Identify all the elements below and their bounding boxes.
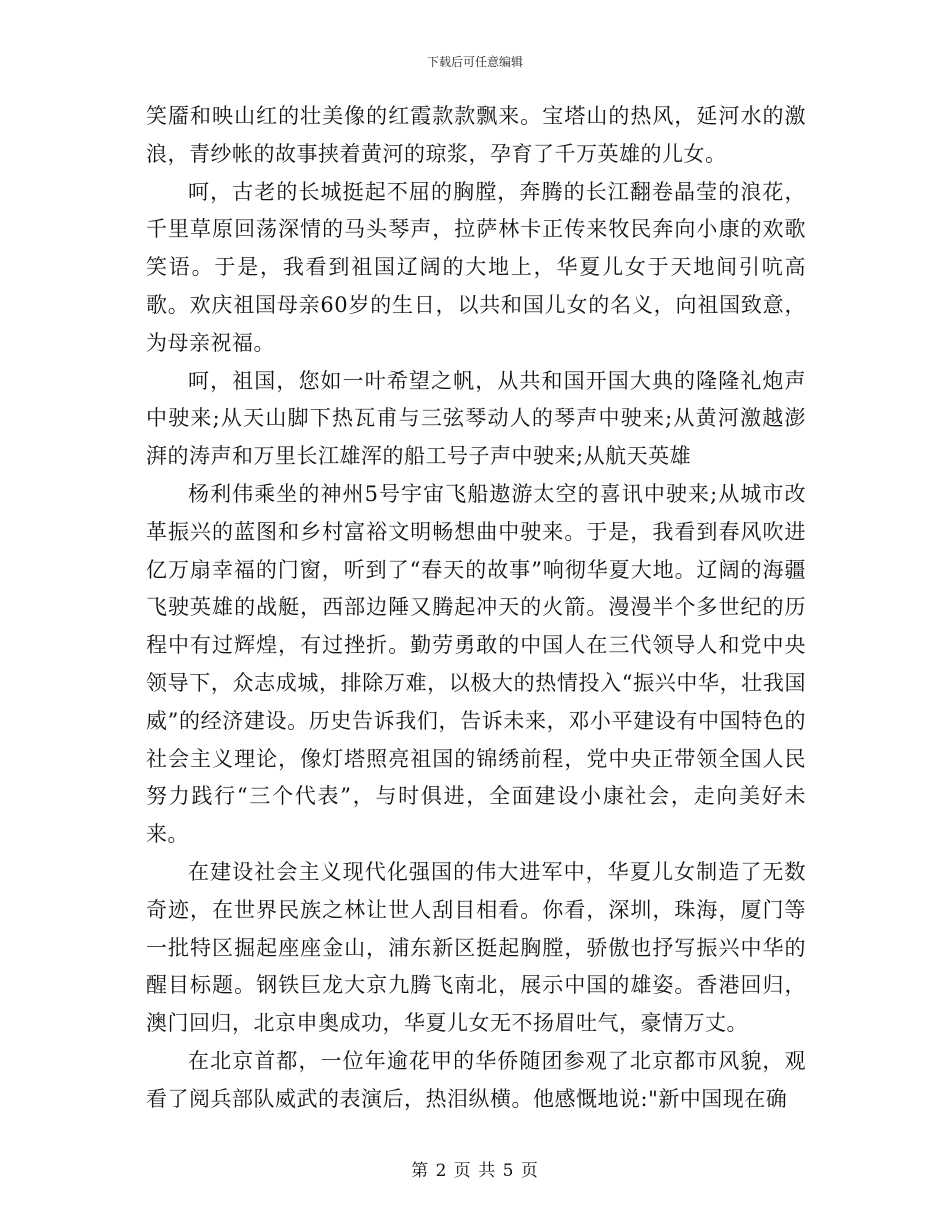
paragraph-1: 笑靥和映山红的壮美像的红霞款款飘来。宝塔山的热风，延河水的激浪，青纱帐的故事挟着黄河的琼浆，孕育了千万英雄的儿女。 bbox=[146, 104, 806, 166]
paragraph-2: 呵，古老的长城挺起不屈的胸膛，奔腾的长江翻卷晶莹的浪花，千里草原回荡深情的马头琴声，拉萨林卡正传来牧民奔向小康的欢歌笑语。于是，我看到祖国辽阔的大地上，华夏儿女于天地间引吭高歌。欢庆祖国母亲60岁的生日，以共和国儿女的名义，向祖国致意，为母亲祝福。 bbox=[146, 179, 806, 355]
document-body bbox=[146, 98, 806, 1119]
page-header: 下载后可任意编辑 bbox=[426, 55, 523, 69]
paragraph-5: 在建设社会主义现代化强国的伟大进军中，华夏儿女制造了无数奇迹，在世界民族之林让世人刮目相看。你看，深圳，珠海，厦门等一批特区掘起座座金山，浦东新区挺起胸膛，骄傲也抒写振兴中华的醒目标题。钢铁巨龙大京九腾飞南北，展示中国的雄姿。香港回归，澳门回归，北京申奥成功，华夏儿女无不扬眉吐气，豪情万丈。 bbox=[146, 859, 806, 1036]
paragraph-6: 在北京首都，一位年逾花甲的华侨随团参观了北京都市风貌，观看了阅兵部队威武的表演后，热泪纵横。他感慨地说:"新中国现在确 bbox=[146, 1048, 806, 1111]
paragraph-3: 呵，祖国，您如一叶希望之帆，从共和国开国大典的隆隆礼炮声中驶来;从天山脚下热瓦甫与三弦琴动人的琴声中驶来;从黄河激越澎湃的涛声和万里长江雄浑的船工号子声中驶来;从航天英雄 bbox=[146, 368, 806, 469]
page-number-footer: 第 2 页 共 5 页 bbox=[411, 1161, 539, 1181]
paragraph-4: 杨利伟乘坐的神州5号宇宙飞船遨游太空的喜讯中驶来;从城市改革振兴的蓝图和乡村富裕文明畅想曲中驶来。于是，我看到春风吹进亿万扇幸福的门窗，听到了“春天的故事”响彻华夏大地。辽阔的海疆飞驶英雄的战艇，西部边陲又腾起冲天的火箭。漫漫半个多世纪的历程中有过辉煌，有过挫折。勤劳勇敢的中国人在三代领导人和党中央领导下，众志成城，排除万难，以极大的热情投入“振兴中华，壮我国威”的经济建设。历史告诉我们，告诉未来，邓小平建设有中国特色的社会主义理论，像灯塔照亮祖国的锦绣前程，党中央正带领全国人民努力践行“三个代表”，与时俱进，全面建设小康社会，走向美好未来。 bbox=[146, 481, 806, 847]
